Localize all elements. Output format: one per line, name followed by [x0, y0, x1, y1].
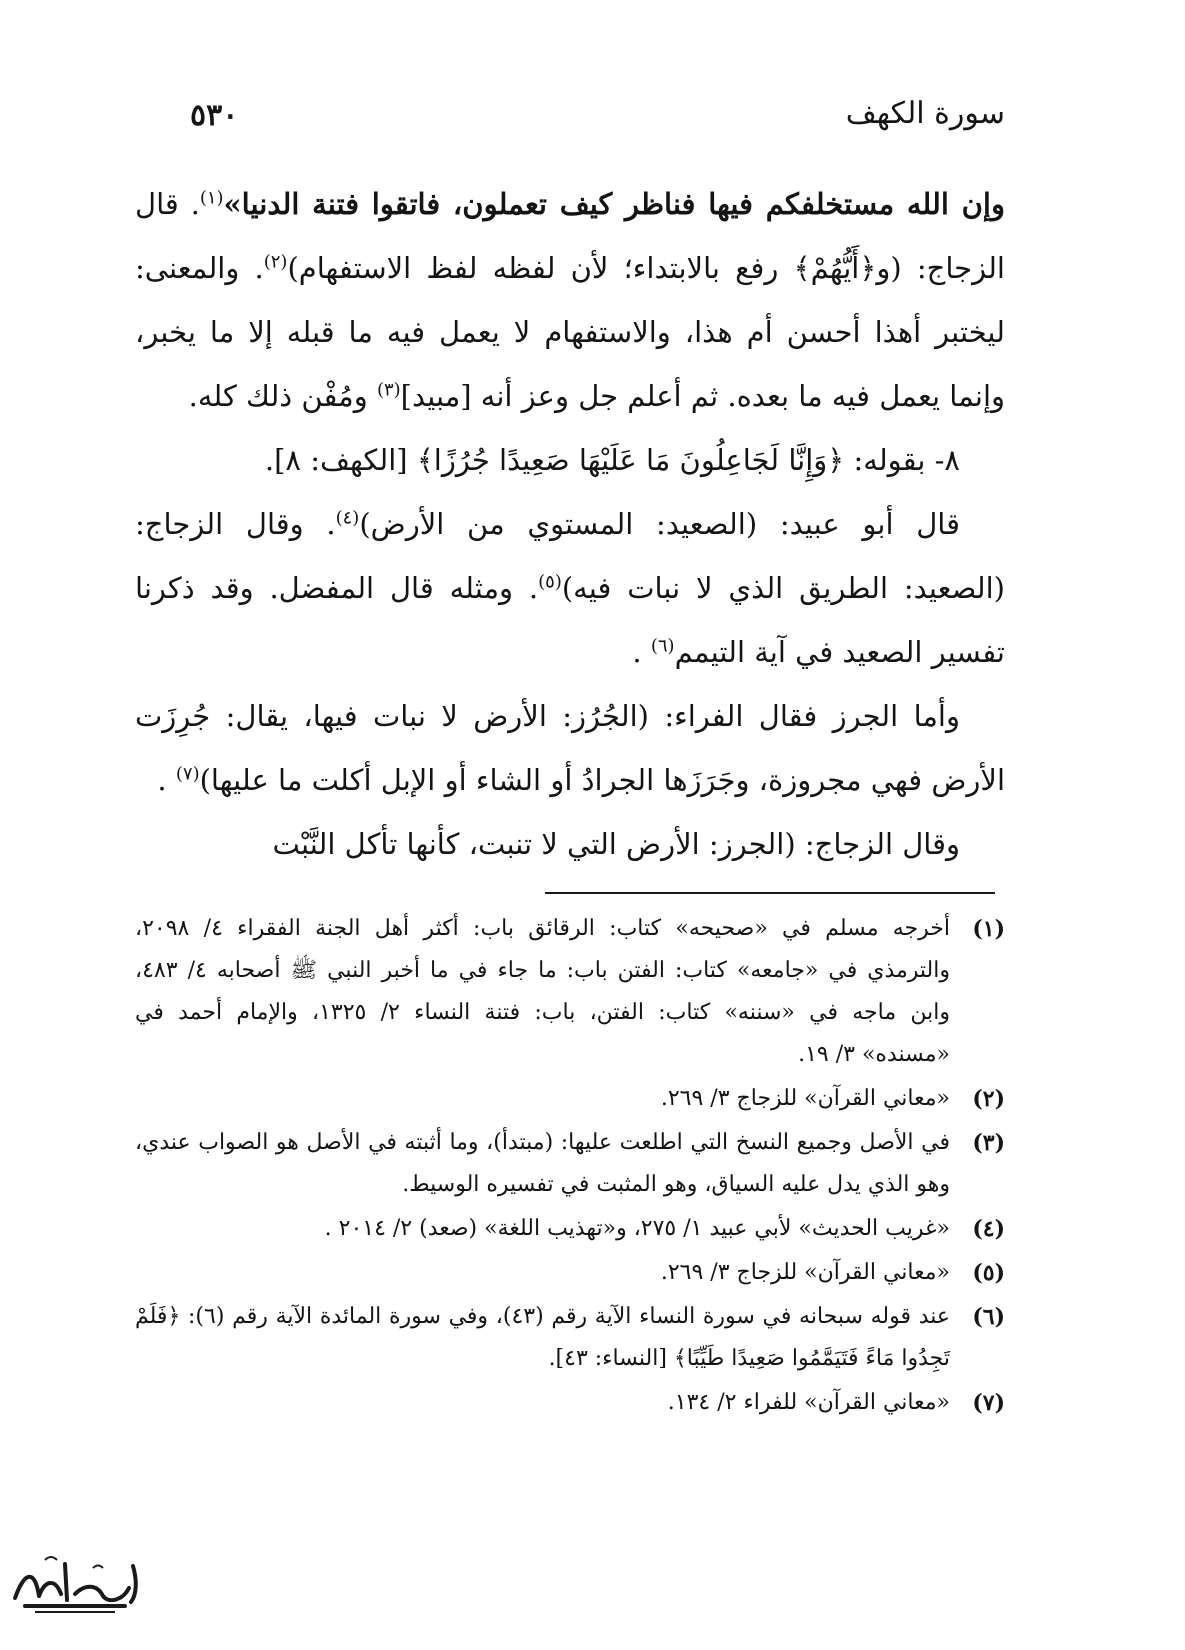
- footnote-ref-1: (١): [199, 187, 224, 209]
- footnote: [135, 1122, 1005, 1206]
- footnote-ref-4: (٤): [335, 507, 360, 529]
- paragraph-1-text: . قال الزجاج: (و﴿أَيُّهُمْ﴾ رفع بالابتداء؛ لأن لفظه لفظ الاستفهام): [135, 187, 1005, 285]
- publisher-logo: [5, 1550, 155, 1620]
- footnote-number: (١): [972, 916, 1005, 942]
- paragraph-4: [135, 684, 1005, 812]
- footnote-text: «معاني القرآن» للزجاج ٣/ ٢٦٩.: [660, 1260, 950, 1285]
- footnote: [135, 908, 1005, 1076]
- main-text: [135, 172, 1005, 876]
- paragraph-3-text-a: قال أبو عبيد: (الصعيد: المستوي من الأرض): [359, 507, 960, 541]
- paragraph-1: [135, 172, 1005, 428]
- paragraph-1-text-3: ومُفْن ذلك كله.: [188, 379, 377, 413]
- footnote-text: أخرجه مسلم في «صحيحه» كتاب: الرقائق باب: أكثر أهل الجنة الفقراء ٤/ ٢٠٩٨، والترمذي في «جامعه» كتاب: الفتن باب: ما جاء في ما أخبر النبي ﷺ أصحابه ٤/ ٤٨٣، وابن ماجه في «سننه» كتاب: الفتن، باب: فتنة النساء ٢/ ١٣٢٥، والإمام أحمد في «مسنده» ٣/ ١٩.: [135, 916, 951, 1067]
- footnote-text: «معاني القرآن» للفراء ٢/ ١٣٤.: [667, 1390, 950, 1415]
- paragraph-4-text-b: .: [157, 763, 176, 797]
- paragraph-1-text-2: . والمعنى: ليختبر أهذا أحسن أم هذا، والاستفهام لا يعمل فيه ما قبله إلا ما يخبر، وإنما يعمل فيه ما بعده. ثم أعلم جل وعز أنه [مبيد]: [135, 251, 1005, 413]
- paragraph-verse-8: ٨- بقوله: ﴿وَإِنَّا لَجَاعِلُونَ مَا عَلَيْهَا صَعِيدًا جُرُزًا﴾ [الكهف: ٨].: [264, 443, 960, 477]
- paragraph-5: وقال الزجاج: (الجرز: الأرض التي لا تنبت، كأنها تأكل النَّبْت: [272, 827, 960, 861]
- footnote-ref-6: (٦): [650, 635, 675, 657]
- footnote-separator: [545, 892, 995, 894]
- footnote-text: «غريب الحديث» لأبي عبيد ١/ ٢٧٥، و«تهذيب اللغة» (صعد) ٢/ ٢٠١٤ .: [324, 1216, 950, 1241]
- footnote: [135, 1252, 1005, 1294]
- paragraph-4-text-a: وأما الجرز فقال الفراء: (الجُرُز: الأرض لا نبات فيها، يقال: جُرِزَت الأرض فهي مجروزة، وجَرَزَها الجرادُ أو الشاء أو الإبل أكلت ما عليها): [135, 699, 1005, 797]
- footnote-number: (٣): [972, 1130, 1005, 1156]
- footnote-number: (٥): [972, 1260, 1005, 1286]
- paragraph-3-text-d: .: [632, 635, 651, 669]
- hadith-quote: وإن الله مستخلفكم فيها فناظر كيف تعملون، فاتقوا فتنة الدنيا»: [223, 187, 1005, 221]
- footnotes: [135, 908, 1005, 1426]
- footnote: [135, 1078, 1005, 1120]
- paragraph-3: [135, 492, 1005, 684]
- page-header: [190, 92, 1005, 142]
- footnote: [135, 1382, 1005, 1424]
- footnote-number: (٢): [972, 1086, 1005, 1112]
- paragraph-3-text-c: . ومثله قال المفضل. وقد ذكرنا تفسير الصعيد في آية التيمم: [135, 571, 1005, 669]
- footnote: [135, 1296, 1005, 1380]
- footnote-number: (٦): [972, 1304, 1005, 1330]
- paragraph-3-text-b: . وقال الزجاج: (الصعيد: الطريق الذي لا نبات فيه): [135, 507, 1005, 605]
- footnote-text: عند قوله سبحانه في سورة النساء الآية رقم (٤٣)، وفي سورة المائدة الآية رقم (٦): ﴿فَلَمْ تَجِدُوا مَاءً فَتَيَمَّمُوا صَعِيدًا طَيِّبًا﴾ [النساء: ٤٣].: [135, 1304, 951, 1371]
- footnote-text: في الأصل وجميع النسخ التي اطلعت عليها: (مبتدأ)، وما أثبته في الأصل هو الصواب عندي، وهو الذي يدل عليه السياق، وهو المثبت في تفسيره الوسيط.: [135, 1130, 950, 1197]
- surah-title: سورة الكهف: [845, 96, 1005, 131]
- footnote-text: «معاني القرآن» للزجاج ٣/ ٢٦٩.: [660, 1086, 950, 1111]
- page-number: ٥٣٠: [190, 98, 239, 133]
- footnote-number: (٧): [972, 1390, 1005, 1416]
- footnote-ref-5: (٥): [538, 571, 562, 593]
- footnote-ref-3: (٣): [376, 379, 401, 401]
- footnote-number: (٤): [972, 1216, 1005, 1242]
- footnote-ref-2: (٢): [263, 251, 288, 273]
- footnote-ref-7: (٧): [175, 763, 200, 785]
- footnote: [135, 1208, 1005, 1250]
